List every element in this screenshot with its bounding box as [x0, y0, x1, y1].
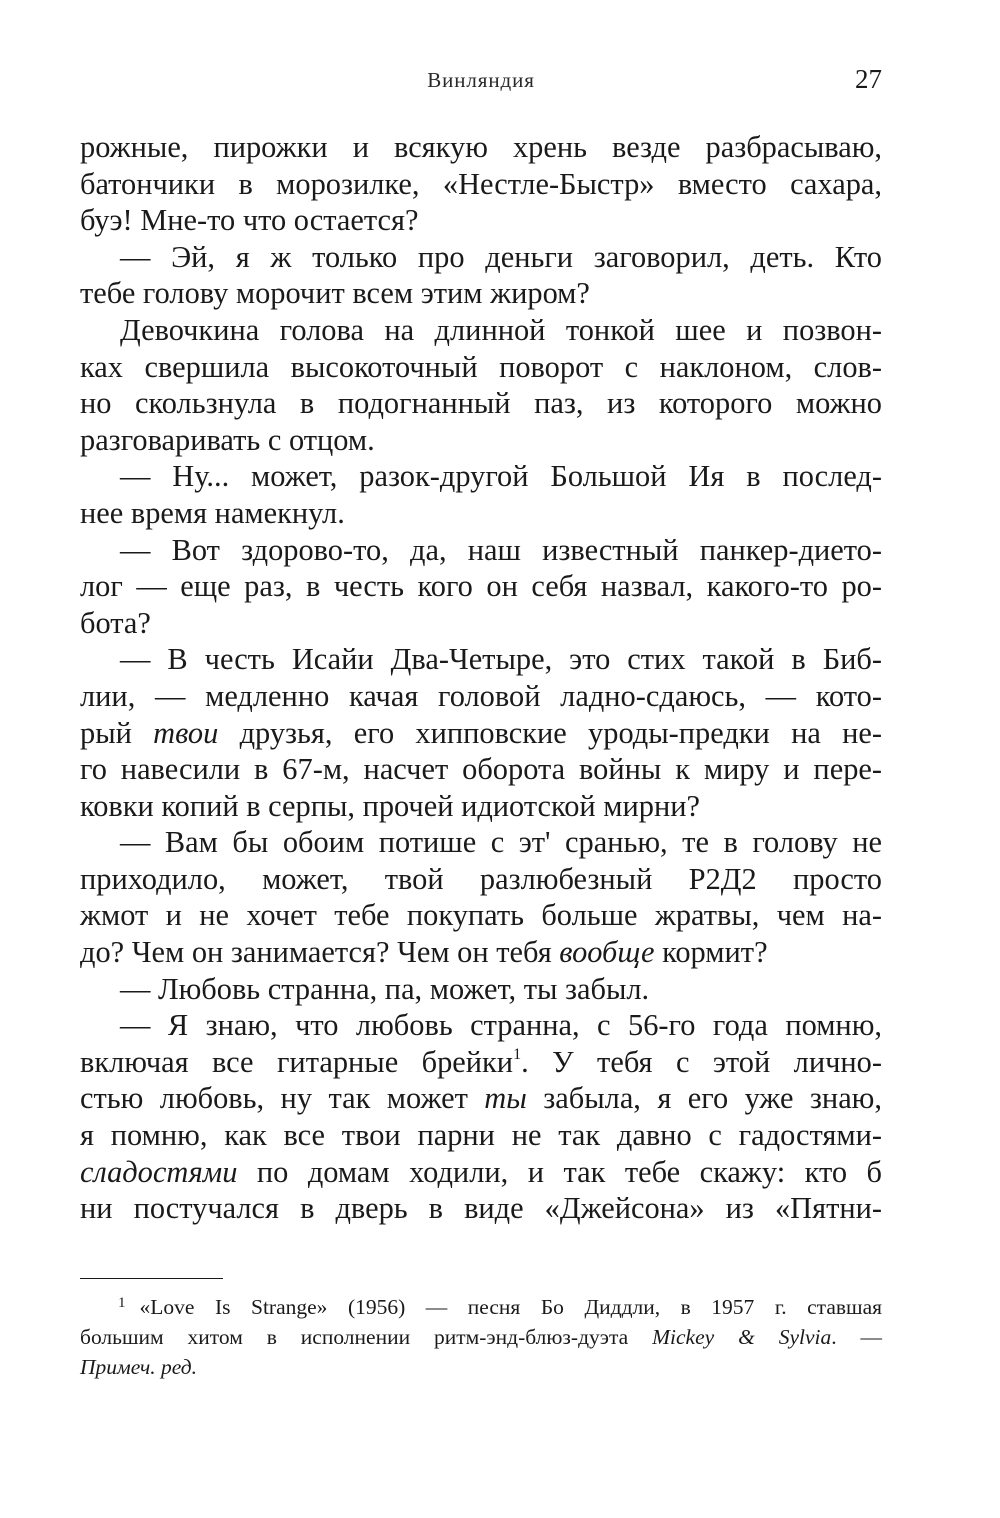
- text-span: лии, — медленно качая головой ладно-сдаюсь, — кото-: [80, 678, 882, 713]
- text-span: — Любовь странна, па, может, ты забыл.: [120, 971, 650, 1006]
- text-span: Девочкина голова на длинной тонкой шее и позвон-: [120, 312, 882, 347]
- text-span: — В честь Исайи Два-Четыре, это стих такой в Биб-: [120, 642, 882, 677]
- text-line: [80, 239, 882, 276]
- text-span: большим хитом в исполнении ритм-энд-блюз-дуэта: [80, 1325, 653, 1349]
- text-span: тебе голову морочит всем этим жиром?: [80, 276, 590, 311]
- text-span: приходило, может, твой разлюбезный Р2Д2 просто: [80, 861, 882, 896]
- text-span: нее время намекнул.: [80, 495, 345, 530]
- body-text: [80, 129, 882, 1227]
- text-line: [80, 129, 882, 166]
- text-line: [80, 275, 882, 312]
- text-span: но скользнула в подогнанный паз, из которого можно: [80, 386, 882, 421]
- text-line: [80, 751, 882, 788]
- text-span: рый: [80, 715, 154, 750]
- text-span: до? Чем он занимается? Чем он тебя: [80, 935, 560, 970]
- text-span: по домам ходили, и так тебе скажу: кто б: [237, 1154, 882, 1189]
- text-span: батончики в морозилке, «Нестле-Быстр» вместо сахара,: [80, 166, 882, 201]
- text-line: [80, 532, 882, 569]
- text-span: кормит?: [654, 935, 768, 970]
- text-line: [80, 1080, 882, 1117]
- page-header: [80, 64, 882, 102]
- italic-span: Mickey & Sylvia: [652, 1325, 832, 1349]
- italic-span: вообще: [559, 935, 655, 970]
- text-span: рожные, пирожки и всякую хрень везде разбрасываю,: [80, 130, 882, 164]
- text-span: — Вот здорово-то, да, наш известный панкер-дието-: [120, 532, 882, 567]
- text-line: [80, 202, 882, 239]
- footnote-ref: 1: [513, 1045, 522, 1063]
- text-span: ни постучался в дверь в виде «Джейсона» из «Пятни-: [80, 1191, 882, 1226]
- text-line: [80, 166, 882, 203]
- text-span: ковки копий в серпы, прочей идиотской мирни?: [80, 788, 700, 823]
- footnotes: [80, 1292, 882, 1382]
- text-line: [80, 605, 882, 642]
- footnote-line: [80, 1352, 882, 1382]
- text-line: [80, 458, 882, 495]
- running-title: Винляндия: [427, 68, 535, 92]
- text-span: — Я знаю, что любовь странна, с 56-го года помню,: [120, 1008, 882, 1043]
- text-span: — Ну... может, разок-другой Большой Ия в послед-: [120, 459, 882, 494]
- text-span: . У тебя с этой лично-: [521, 1044, 882, 1079]
- text-span: я помню, как все твои парни не так давно с гадостями-: [80, 1118, 882, 1153]
- text-line: [80, 971, 882, 1008]
- text-line: [80, 824, 882, 861]
- text-span: лог — еще раз, в честь кого он себя назвал, какого-то ро-: [80, 569, 882, 604]
- text-span: — Вам бы обоим потише с эт' сранью, те в голову не: [120, 825, 882, 860]
- text-span: разговаривать с отцом.: [80, 422, 375, 457]
- page-number: 27: [855, 64, 882, 94]
- footnote-line: [80, 1322, 882, 1352]
- text-line: [80, 422, 882, 459]
- text-line: [80, 1190, 882, 1227]
- text-span: «Love Is Strange» (1956) — песня Бо Диддли, в 1957 г. ставшая: [139, 1295, 882, 1319]
- text-span: включая все гитарные брейки: [80, 1044, 514, 1079]
- text-span: буэ! Мне-то что остается?: [80, 203, 419, 238]
- footnote-line: [80, 1292, 882, 1322]
- text-line: [80, 1044, 882, 1081]
- italic-span: твои: [153, 715, 219, 750]
- text-line: [80, 715, 882, 752]
- text-line: [80, 897, 882, 934]
- text-line: [80, 934, 882, 971]
- italic-span: сладостями: [80, 1154, 238, 1189]
- text-span: . —: [831, 1325, 883, 1349]
- text-span: забыла, я его уже знаю,: [526, 1081, 882, 1116]
- text-line: [80, 385, 882, 422]
- text-span: стью любовь, ну так может: [80, 1081, 485, 1116]
- footnote-divider: [80, 1278, 223, 1279]
- italic-span: Примеч. ред.: [80, 1355, 198, 1379]
- text-span: го навесили в 67-м, насчет оборота войны к миру и пере-: [80, 752, 882, 787]
- italic-span: ты: [484, 1081, 527, 1116]
- text-span: друзья, его хипповские уроды-предки на не-: [218, 715, 882, 750]
- text-line: [80, 495, 882, 532]
- text-line: [80, 1117, 882, 1154]
- text-line: [80, 312, 882, 349]
- text-line: [80, 861, 882, 898]
- text-span: ках свершила высокоточный поворот с наклоном, слов-: [80, 349, 882, 384]
- text-line: [80, 641, 882, 678]
- text-line: [80, 1154, 882, 1191]
- text-span: — Эй, я ж только про деньги заговорил, деть. Кто: [120, 239, 882, 274]
- text-span: жмот и не хочет тебе покупать больше жратвы, чем на-: [80, 898, 882, 933]
- text-line: [80, 349, 882, 386]
- text-span: бота?: [80, 605, 151, 640]
- text-line: [80, 568, 882, 605]
- text-line: [80, 1007, 882, 1044]
- footnote-marker: 1: [118, 1295, 126, 1311]
- text-line: [80, 788, 882, 825]
- text-line: [80, 678, 882, 715]
